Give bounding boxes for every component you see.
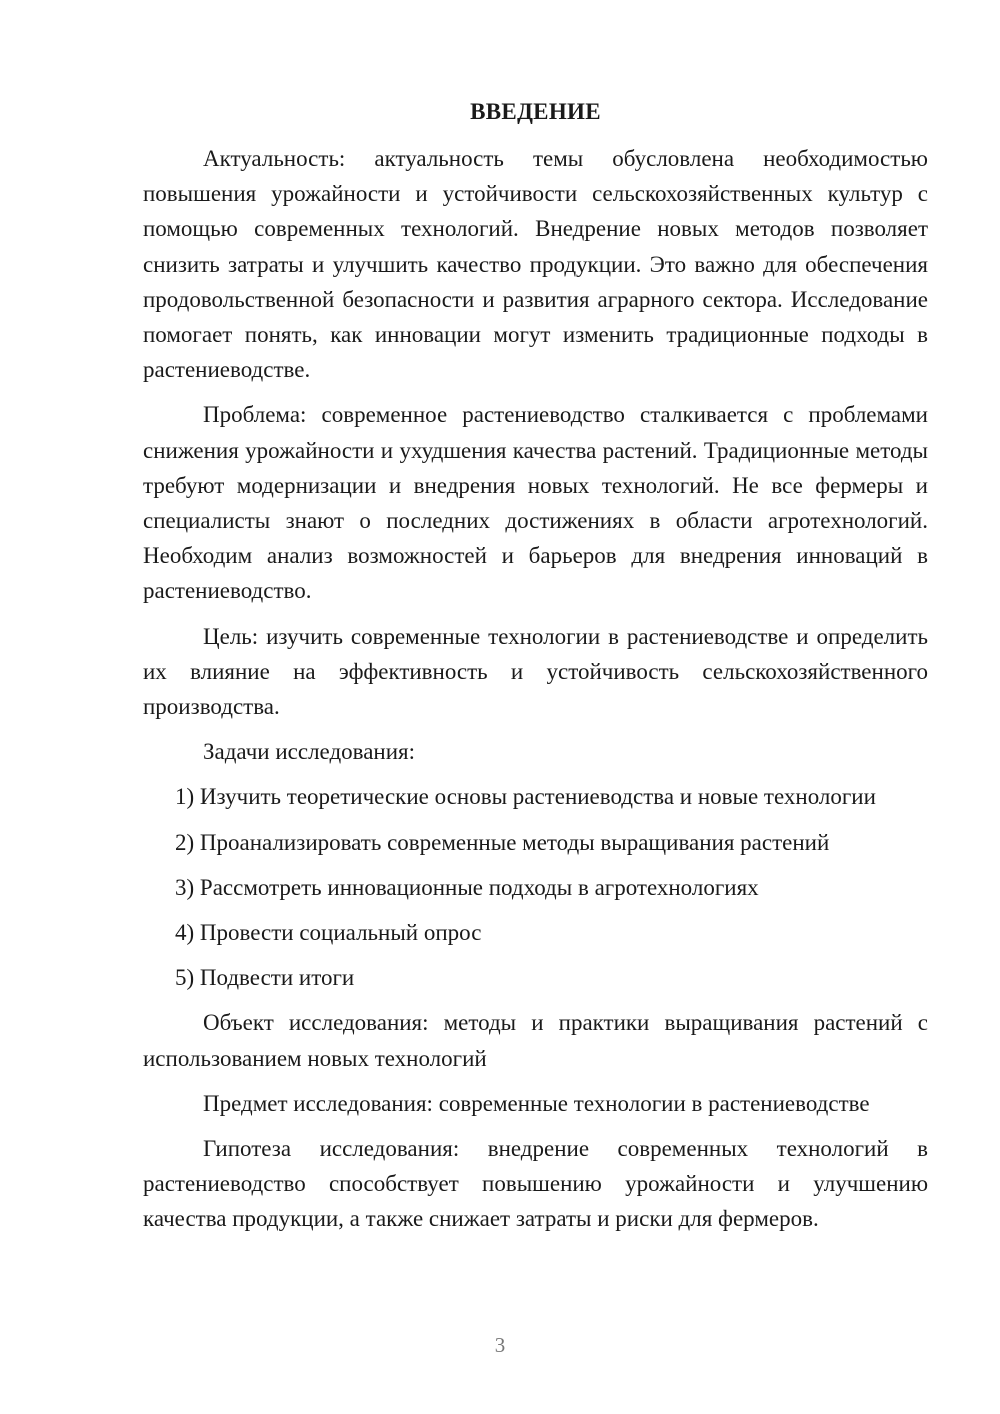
section-title: ВВЕДЕНИЕ <box>470 99 601 124</box>
task-item-3: 3) Рассмотреть инновационные подходы в агротехнологиях <box>175 874 759 900</box>
document-page <box>143 96 928 1247</box>
task-item-1: 1) Изучить теоретические основы растениеводства и новые технологии <box>175 784 876 810</box>
task-item-2: 2) Проанализировать современные методы выращивания растений <box>175 829 830 855</box>
page-number: 3 <box>494 1333 506 1357</box>
paragraph-problem: Проблема: современное растениеводство сталкивается с проблемами снижения урожайности и ухудшения качества растений. Традиционные методы требуют модернизации и внедрения новых технологий. Не все фермеры и специалисты знают о последних достижениях в области агротехнологий. Необходим анализ возможностей и барьеров для внедрения инноваций в растениеводство. <box>143 402 928 604</box>
paragraph-hypothesis: Гипотеза исследования: внедрение современных технологий в растениеводство способствует повышению урожайности и улучшению качества продукции, а также снижает затраты и риски для фермеров. <box>143 1136 928 1232</box>
paragraph-goal: Цель: изучить современные технологии в растениеводстве и определить их влияние на эффективность и устойчивость сельскохозяйственного производства. <box>143 623 928 720</box>
tasks-heading: Задачи исследования: <box>203 739 416 765</box>
paragraph-subject: Предмет исследования: современные технологии в растениеводстве <box>203 1090 870 1116</box>
task-item-4: 4) Провести социальный опрос <box>175 920 482 946</box>
paragraph-object: Объект исследования: методы и практики выращивания растений с использованием новых технологий <box>143 1010 928 1071</box>
task-item-5: 5) Подвести итоги <box>175 965 355 991</box>
paragraph-relevance: Актуальность: актуальность темы обусловлена необходимостью повышения урожайности и устойчивости сельскохозяйственных культур с помощью современных технологий. Внедрение новых методов позволяет снизить затраты и улучшить качество продукции. Это важно для обеспечения продовольственной безопасности и развития аграрного сектора. Исследование помогает понять, как инновации могут изменить традиционные подходы в растениеводстве. <box>143 146 928 383</box>
